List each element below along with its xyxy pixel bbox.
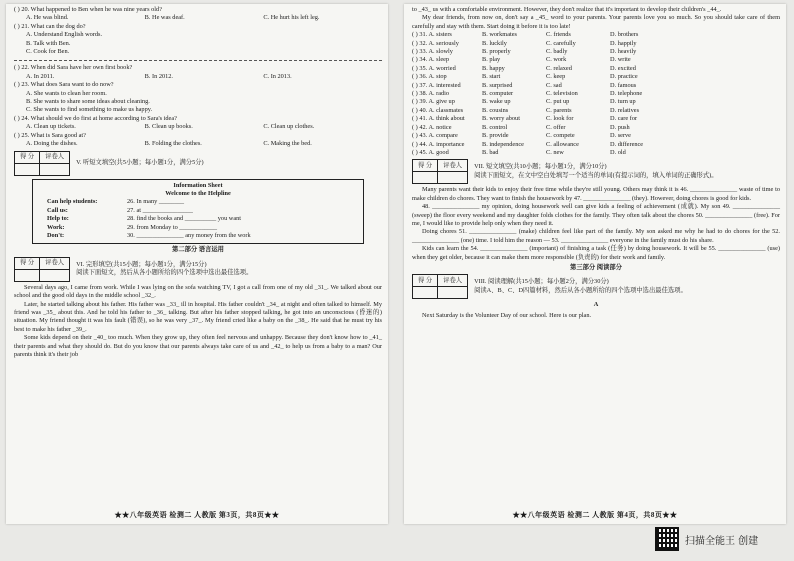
grader-label: 评卷人 — [438, 160, 468, 172]
answer-row: ( ) 34. A. sleep B. play C. work D. write — [412, 56, 631, 64]
info-subtitle: Welcome to the Helpline — [165, 189, 231, 197]
grader-cell — [438, 172, 468, 184]
score-cell — [413, 287, 438, 299]
cloze-paragraph: to _43_ us with a comfortable environment. However, they don't realize that it's important to develop their children's _44_. — [412, 6, 722, 13]
part-3-title: 第三部分 阅读部分 — [570, 263, 622, 271]
score-box — [412, 159, 468, 184]
answer-options-list — [412, 31, 780, 157]
info-value: 29. from Monday to ____________ — [127, 223, 218, 231]
answer-row: ( ) 39. A. give up B. wake up C. put up D. turn up — [412, 98, 636, 106]
section-8-title: VIII. 阅读理解(共15小题；每小题2分，满分30分) — [474, 278, 609, 286]
score-label: 得 分 — [15, 151, 40, 163]
option-a: A. He was blind. — [26, 14, 69, 22]
info-key: Call us: — [47, 206, 68, 214]
section-6-title: VI. 完形填空(共15小题；每小题1分，满分15分) — [76, 260, 207, 268]
cloze-paragraph: My dear friends, from now on, don't say a _45_ word to your parents. Your parents love you so much. So you should take care of them carefully and stay with them. Start doing it before it is too late! — [412, 14, 780, 30]
option-a: A. Doing the dishes. — [26, 140, 78, 148]
section-7-instructions: 阅读下面短文，在文中空白处填写一个适当的单词(有提示词的，填入单词的正确形式)。 — [474, 171, 718, 179]
option-a: A. In 2011. — [26, 72, 55, 80]
passage-first-line: Next Saturday is the Volunteer Day of our school. Here is our plan. — [422, 311, 592, 319]
info-value: 30. _______________ any money from the work — [127, 231, 251, 239]
grader-cell — [40, 163, 70, 175]
grader-label: 评卷人 — [438, 275, 468, 287]
section-8-header — [412, 274, 780, 299]
option-b: B. She wants to share some ideas about cleaning. — [26, 98, 150, 106]
option-a: A. Understand English words. — [26, 31, 103, 39]
answer-row: ( ) 36. A. stop B. start C. keep D. practice — [412, 73, 638, 81]
fill-paragraph: Doing chores 51. _______________ (make) children feel like part of the family. My son asked me why he had to do chores for the 52. _______________ (one) time. I told him the reason — 53. _______________ everyone in the family must do his share. — [412, 228, 780, 244]
question-23: ( ) 23. What does Sara want to do now? — [14, 81, 114, 89]
option-a: A. She wants to clean her room. — [26, 89, 107, 97]
question-24-options — [14, 123, 382, 131]
cut-line — [14, 60, 382, 61]
fill-paragraph: Kids can learn the 54. _______________ (important) of finishing a task (任务) by doing housework. It will be 55. _______________ (use) when they get older, because it can make them more responsible (负责的) for their work and family. — [412, 245, 780, 261]
passage-label: A — [593, 301, 599, 309]
answer-row: ( ) 43. A. compare B. provide C. compete D. serve — [412, 132, 631, 140]
section-5-title: V. 听短文填空(共5小题；每小题1分，满分5分) — [76, 158, 204, 166]
grader-label: 评卷人 — [40, 151, 70, 163]
exam-page-4 — [404, 4, 786, 524]
option-c: C. Making the bed. — [263, 140, 312, 148]
info-row — [47, 232, 349, 240]
question-20-options — [14, 14, 382, 22]
score-box — [412, 274, 468, 299]
info-value: 28. find the books and __________ you want — [127, 215, 242, 223]
answer-row: ( ) 31. A. sisters B. workmates C. friends D. brothers — [412, 31, 639, 39]
option-b: B. Folding the clothes. — [144, 140, 202, 148]
scanner-watermark — [655, 527, 758, 551]
section-7-header — [412, 159, 780, 184]
answer-row: ( ) 44. A. importance B. independence C. allowance D. difference — [412, 140, 644, 148]
option-c: C. Clean up clothes. — [263, 123, 315, 131]
score-box — [14, 257, 70, 282]
score-cell — [15, 163, 40, 175]
page-footer: ★★八年级英语 检测二 人教版 第4页，共8页★★ — [512, 511, 678, 519]
info-row — [47, 215, 349, 223]
score-box — [14, 151, 70, 176]
score-cell — [15, 269, 40, 281]
question-20: ( ) 20. What happened to Ben when he was nine years old? — [14, 6, 162, 13]
info-value: 27. at ________________ — [127, 206, 193, 214]
brand-text: 扫描全能王 创建 — [685, 535, 759, 547]
score-label: 得 分 — [413, 275, 438, 287]
answer-row: ( ) 32. A. seriously B. luckily C. carefully D. happily — [412, 39, 637, 47]
info-row — [47, 207, 349, 215]
section-6-instructions: 阅读下面短文，然后从各小题所给的四个选项中选出最佳选项。 — [76, 269, 253, 277]
answer-row: ( ) 41. A. think about B. worry about C. look for D. care for — [412, 115, 638, 123]
question-22-options — [14, 73, 382, 81]
option-c: C. In 2013. — [263, 72, 292, 80]
exam-page-3 — [6, 4, 388, 524]
answer-row: ( ) 45. A. good B. bad C. new D. old — [412, 148, 626, 156]
answer-row: ( ) 40. A. classmates B. cousins C. parents D. relatives — [412, 106, 640, 114]
question-22: ( ) 22. When did Sara have her own first book? — [14, 64, 133, 72]
option-c: C. She wants to find something to make us happy. — [26, 106, 153, 114]
page-footer: ★★八年级英语 检测二 人教版 第3页，共8页★★ — [114, 511, 280, 519]
question-25-options — [14, 140, 382, 148]
info-title: Information Sheet — [173, 181, 223, 189]
answer-row: ( ) 35. A. worried B. happy C. relaxed D. excited — [412, 64, 636, 72]
answer-row: ( ) 38. A. radio B. computer C. television D. telephone — [412, 90, 643, 98]
option-c: C. Cook for Ben. — [26, 48, 70, 56]
info-key: Can help students: — [47, 198, 98, 206]
option-c: C. He hurt his left leg. — [263, 14, 320, 22]
cloze-paragraph: Some kids depend on their _40_ too much. When they grow up, they often feel nervous and unhappy. Because they don't know how to _41_ their parents and what they should do. But do you know that our parents always take care of us and _42_ to help us from a baby to a man? Our parents think it's their job — [14, 334, 382, 358]
info-key: Work: — [47, 223, 65, 231]
grader-cell — [40, 269, 70, 281]
fill-paragraph: 48. _______________ my opinion, doing housework well can give kids a feeling of achievement (成就). My son 49. _______________ (sweep) the floor every weekend and my daughter folds clothes for the family. They often talk about the chores 50. _______________ (free). For me, I would like to provide help only when they need it. — [412, 203, 780, 227]
info-value: 26. In many ________ — [127, 198, 185, 206]
answer-row: ( ) 33. A. slowly B. properly C. badly D. heavily — [412, 48, 637, 56]
question-25: ( ) 25. What is Sara good at? — [14, 131, 86, 139]
option-b: B. He was deaf. — [144, 14, 185, 22]
grader-label: 评卷人 — [40, 257, 70, 269]
answer-row: ( ) 37. A. interested B. surprised C. sad D. famous — [412, 81, 637, 89]
info-row — [47, 224, 349, 232]
score-label: 得 分 — [15, 257, 40, 269]
section-5-header — [14, 151, 382, 176]
question-24: ( ) 24. What should we do first at home according to Sara's idea? — [14, 114, 177, 122]
grader-cell — [438, 287, 468, 299]
cloze-paragraph: Several days ago, I came from work. While I was lying on the sofa watching TV, I got a call from one of my old _31_. We talked about our school and the good old days in the middle school _32_. — [14, 283, 382, 300]
option-b: B. In 2012. — [144, 72, 174, 80]
part-2-title: 第二部分 语言运用 — [172, 246, 224, 254]
section-6-header — [14, 257, 382, 282]
section-8-instructions: 阅读A、B、C、D四篇材料，然后从各小题所给的四个选项中选出最佳选项。 — [474, 286, 687, 294]
question-21: ( ) 21. What can the dog do? — [14, 22, 86, 30]
option-a: A. Clean up tickets. — [26, 123, 76, 131]
answer-row: ( ) 42. A. notice B. control C. offer D. push — [412, 123, 630, 131]
option-b: B. Talk with Ben. — [26, 39, 71, 47]
information-sheet — [32, 179, 364, 245]
cloze-paragraph: Later, he started talking about his father. His father was _33_ ill in hospital. His father couldn't _34_ at night and often talked to himself. My friend was _35_ about this. And he told his father to _36_ talking. But after his father stopped talking, he got into an unconscious (昏迷的) situation. My friend thought it was his fault (错误), so he was very _37_. My friend cried like a baby on the _38_. He said that he must try his best to make his father _39_. — [14, 300, 382, 333]
score-cell — [413, 172, 438, 184]
info-key: Don't: — [47, 231, 65, 239]
info-key: Help to: — [47, 215, 69, 223]
info-row — [47, 198, 349, 206]
section-7-title: VII. 短文填空(共10小题；每小题1分，满分10分) — [474, 163, 607, 171]
qr-code-icon — [655, 527, 679, 551]
option-b: B. Clean up books. — [144, 123, 193, 131]
page-4-content — [412, 6, 780, 320]
fill-paragraph: Many parents want their kids to enjoy their free time while they're still young. Others may think it is 46. _______________ waste of time to make children do chores. They want to finish the housework by 47. _______________ (they). However, doing chores is good for kids. — [412, 186, 780, 202]
score-label: 得 分 — [413, 160, 438, 172]
page-3-content — [14, 6, 382, 359]
